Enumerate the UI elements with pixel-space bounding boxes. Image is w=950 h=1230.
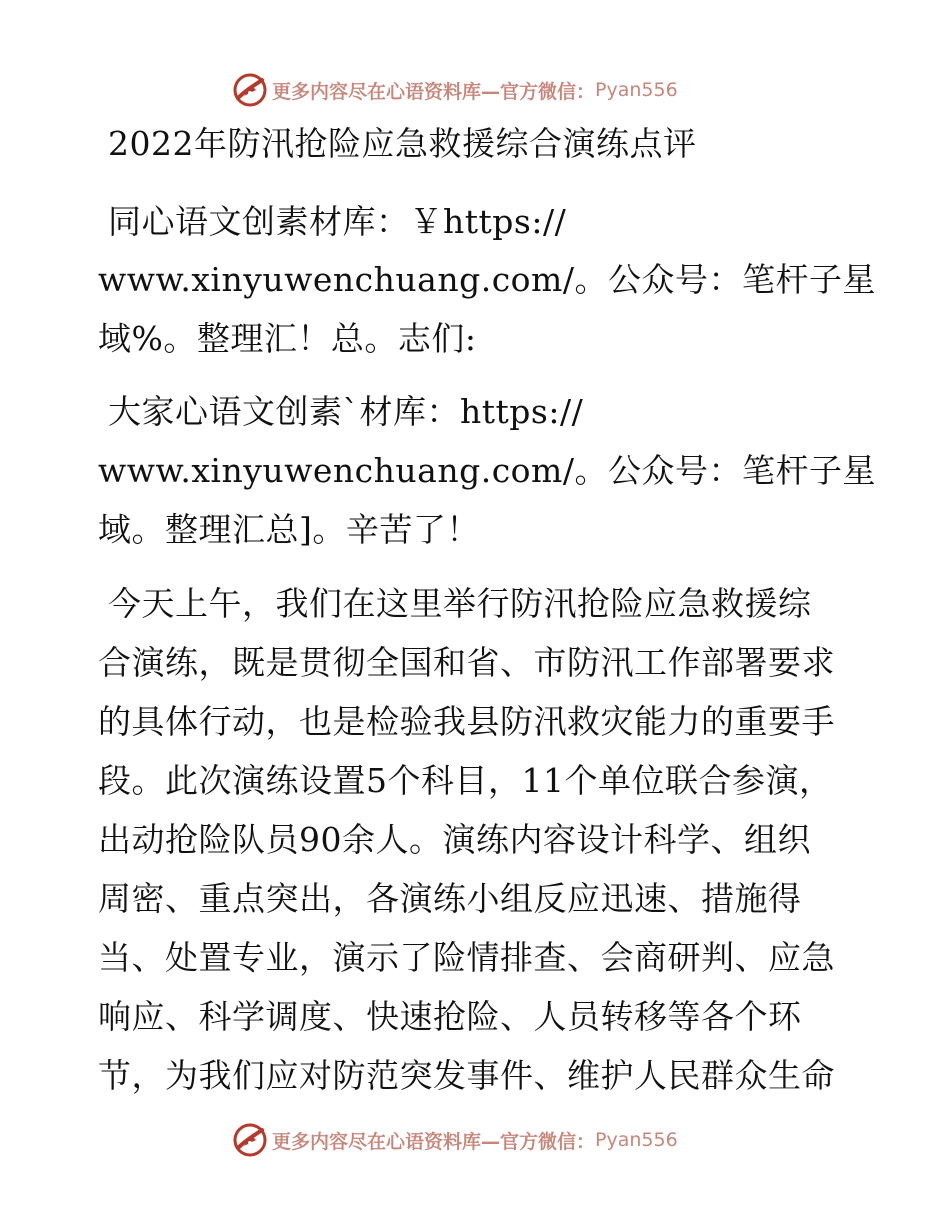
paragraph-2-line-2: www.xinyuwenchuang.com/。公众号：笔杆子星 <box>98 451 876 490</box>
header-banner <box>232 70 712 110</box>
pen-logo-icon <box>232 72 268 108</box>
footer-banner <box>232 1120 712 1160</box>
document-title: 2022年防汛抢险应急救援综合演练点评 <box>108 124 697 163</box>
paragraph-1-line-3: 域%。整理汇！总。志们: <box>98 319 477 358</box>
pen-logo-icon <box>232 1122 268 1158</box>
paragraph-3-line-9: 节，为我们应对防范突发事件、维护人民群众生命 <box>98 1056 835 1095</box>
paragraph-2-line-1: 大家心语文创素`材库：https:// <box>108 392 584 431</box>
paragraph-3-line-1: 今天上午，我们在这里举行防汛抢险应急救援综 <box>108 584 812 623</box>
paragraph-3-line-4: 段。此次演练设置5个科目，11个单位联合参演， <box>98 761 833 800</box>
paragraph-3-line-7: 当、处置专业，演示了险情排查、会商研判、应急 <box>98 938 835 977</box>
paragraph-3-line-5: 出动抢险队员90余人。演练内容设计科学、组织 <box>98 820 811 859</box>
paragraph-3-line-3: 的具体行动，也是检验我县防汛救灾能力的重要手 <box>98 702 835 741</box>
paragraph-3-line-2: 合演练，既是贯彻全国和省、市防汛工作部署要求 <box>98 643 835 682</box>
paragraph-1-line-1: 同心语文创素材库：￥https:// <box>108 202 567 241</box>
paragraph-2-line-3: 域。整理汇总]。辛苦了！ <box>98 510 480 549</box>
banner-text: 更多内容尽在心语资料库—官方微信： <box>272 80 596 103</box>
paragraph-3-line-8: 响应、科学调度、快速抢险、人员转移等各个环 <box>98 997 802 1036</box>
banner-contact: Pyan556 <box>595 1129 678 1151</box>
banner-contact: Pyan556 <box>595 79 678 101</box>
banner-text: 更多内容尽在心语资料库—官方微信： <box>272 1130 596 1153</box>
paragraph-3-line-6: 周密、重点突出，各演练小组反应迅速、措施得 <box>98 879 802 918</box>
paragraph-1-line-2: www.xinyuwenchuang.com/。公众号：笔杆子星 <box>98 260 876 299</box>
